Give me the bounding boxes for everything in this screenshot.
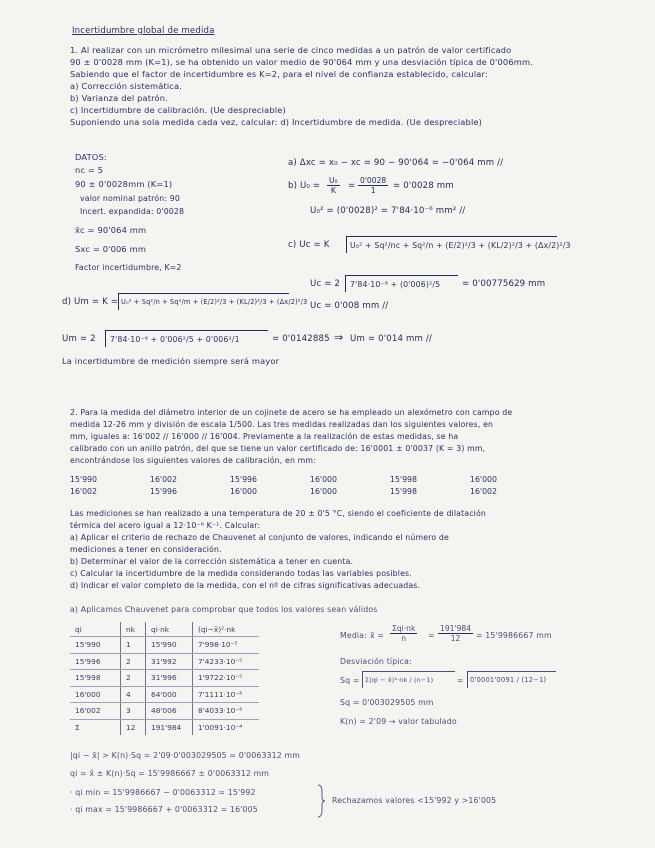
problem2-line-11: c) Calcular la incertidumbre de la medida considerando todas las variables posibles. <box>70 569 412 578</box>
problem2-line-10: b) Determinar el valor de la corrección sistemática a tener en cuenta. <box>70 557 354 566</box>
page-heading: Incertidumbre global de medida <box>72 26 215 36</box>
datos-nc: nc = 5 <box>75 165 104 175</box>
media-label: Media: <box>340 631 367 640</box>
k-value: K(n) = 2'09 → valor tabulado <box>340 717 457 726</box>
answer-c-lhs: c) Uc = K <box>288 240 330 250</box>
table-cell: 7'998·10⁻⁵ <box>193 637 260 654</box>
media-result: = 15'9986667 mm <box>476 631 552 640</box>
problem1-line-7: Suponiendo una sola medida cada vez, calcular: d) Incertidumbre de medida. (Ue despreciable) <box>70 117 483 127</box>
table-cell: Σ <box>70 719 121 735</box>
problem2-line-7: térmica del acero igual a 12·10⁻⁶ K⁻¹. Calcular: <box>70 521 261 530</box>
answer-b-lhs: b) U₀ = <box>288 181 321 191</box>
table-cell: 16'002 <box>70 703 121 720</box>
answer-c2-lhs: Uc = 2 <box>310 279 341 289</box>
calibration-value: 16'000 <box>470 474 497 484</box>
table-cell: 31'992 <box>146 653 193 670</box>
calibration-value: 16'000 <box>310 474 337 484</box>
table-header: nk <box>121 622 146 637</box>
problem2-line-6: Las mediciones se han realizado a una temperatura de 20 ± 0'5 °C, siendo el coeficiente de dilatación <box>70 509 486 518</box>
calibration-value: 15'996 <box>230 474 257 484</box>
calibration-row <box>70 473 550 485</box>
table-cell: 2 <box>121 653 146 670</box>
calibration-values-table <box>70 473 550 497</box>
desviacion-root-1: Σ(qi − x̄)²·nk / (n−1) <box>365 676 434 684</box>
problem1-line-5: b) Varianza del patrón. <box>70 93 168 103</box>
table-cell: 4 <box>121 686 146 703</box>
table-row <box>70 670 259 687</box>
datos-valor-nominal: valor nominal patrón: 90 <box>80 194 181 203</box>
problem2-line-1: 2. Para la medida del diámetro interior de un cojinete de acero se ha empleado un alexómetro con campo de <box>70 408 513 417</box>
problem2-line-2: medida 12-26 mm y división de escala 1/500. Las tres medidas realizadas dan los siguientes valores, en <box>70 420 494 429</box>
table-cell: 15'990 <box>146 637 193 654</box>
calibration-value: 15'998 <box>390 474 417 484</box>
table-total-row <box>70 719 259 735</box>
table-cell: 1 <box>121 637 146 654</box>
desviacion-root-2: 0'0001'0091 / (12−1) <box>470 676 547 684</box>
table-cell: 15'998 <box>70 670 121 687</box>
media-fraction: Σqi·nk n <box>392 624 416 643</box>
table-cell: 2 <box>121 670 146 687</box>
desviacion-eq: = <box>457 676 464 685</box>
problem2-line-3: mm, iguales a: 16'002 // 16'000 // 16'004. Previamente a la realización de estas medidas, se ha <box>70 432 459 441</box>
problem2-line-4: calibrado con un anillo patrón, del que se tiene un valor certificado de: 16'0001 ± 0'0037 (K = 3) mm, <box>70 444 486 453</box>
answer-d2-final: Um = 0'014 mm // <box>350 334 432 344</box>
answer-a: a) Δxc = x₀ − xc = 90 − 90'064 = −0'064 mm // <box>288 158 504 168</box>
answer-c-root: U₀² + Sq²/nc + Sq²/n + (E/2)²/3 + (KL/2)²/3 + (Δx/2)²/3 <box>350 241 571 250</box>
table-cell: 15'996 <box>70 653 121 670</box>
limit-line-2: qi = x̄ ± K(n)·Sq = 15'9986667 ± 0'0063312 mm <box>70 769 270 778</box>
answer-b-fraction-2: $\frac{0'0028}{1}$ <box>360 176 387 195</box>
implies-arrow-icon: ⇒ <box>334 331 344 344</box>
brace-icon <box>316 784 326 818</box>
table-cell: 7'4233·10⁻⁵ <box>193 653 260 670</box>
table-header: qi·nk <box>146 622 193 637</box>
problem1-line-1: 1. Al realizar con un micrómetro milesimal una serie de cinco medidas a un patrón de valor certificado <box>70 45 512 55</box>
chauvenet-table <box>70 622 259 735</box>
table-row <box>70 653 259 670</box>
calibration-value: 15'996 <box>150 486 177 496</box>
problem2-line-9: mediciones a tener en consideración. <box>70 545 222 554</box>
table-cell: 15'990 <box>70 637 121 654</box>
table-cell: 8'4033·10⁻⁶ <box>193 703 260 720</box>
answer-c2-result: = 0'00775629 mm <box>462 279 546 289</box>
datos-factor: Factor incertidumbre, K=2 <box>75 263 182 272</box>
calibration-row <box>70 485 550 497</box>
table-cell: 3 <box>121 703 146 720</box>
datos-desviacion: Sxc = 0'006 mm <box>75 244 147 254</box>
problem2-line-12: d) Indicar el valor completo de la medida, con el nº de cifras significativas adecuadas. <box>70 581 421 590</box>
table-cell: 7'1111·10⁻⁸ <box>193 686 260 703</box>
problem2-line-8: a) Aplicar el criterio de rechazo de Chauvenet al conjunto de valores, indicando el número de <box>70 533 449 542</box>
desviacion-lhs: Sq = <box>340 676 360 685</box>
table-cell: 31'996 <box>146 670 193 687</box>
problem1-line-2: 90 ± 0'0028 mm (K=1), se ha obtenido un valor medio de 90'064 mm y una desviación típica de 0'006mm. <box>70 57 534 67</box>
media-lhs: x̄ = <box>370 631 385 640</box>
calibration-value: 16'000 <box>230 486 257 496</box>
desviacion-result: Sq = 0'003029505 mm <box>340 698 434 707</box>
answer-c2-root: 7'84·10⁻⁶ + (0'006)²/5 <box>350 280 441 289</box>
solution-a-intro: a) Aplicamos Chauvenet para comprobar que todos los valores sean válidos <box>70 605 378 614</box>
table-row <box>70 686 259 703</box>
table-row <box>70 637 259 654</box>
answer-d2-root: 7'84·10⁻⁶ + 0'006²/5 + 0'006²/1 <box>110 335 240 344</box>
datos-incert-expandida: Incert. expandida: 0'0028 <box>80 207 185 216</box>
answer-conclusion: La incertidumbre de medición siempre será mayor <box>62 356 280 366</box>
answer-d2-result: = 0'0142885 <box>272 334 330 344</box>
table-cell: 191'984 <box>146 719 193 735</box>
q-max: · qi max = 15'9986667 + 0'0063312 = 16'005 <box>70 805 258 814</box>
datos-media: x̄c = 90'064 mm <box>75 225 147 235</box>
calibration-value: 16'002 <box>70 486 97 496</box>
table-cell: 64'000 <box>146 686 193 703</box>
table-cell: 1'0091·10⁻⁴ <box>198 722 243 732</box>
desviacion-label: Desviación típica: <box>340 657 412 666</box>
datos-title: DATOS: <box>75 152 107 162</box>
reject-values: Rechazamos valores <15'992 y >16'005 <box>332 796 497 805</box>
calibration-value: 16'000 <box>310 486 337 496</box>
q-min: · qi min = 15'9986667 − 0'0063312 = 15'992 <box>70 788 256 797</box>
table-cell: 12 <box>121 719 146 735</box>
answer-d-lhs: d) Um = K = <box>62 297 119 307</box>
calibration-value: 16'002 <box>150 474 177 484</box>
table-header: qi <box>70 622 121 637</box>
limit-line-1: |qi − x̄| > K(n)·Sq = 2'09·0'003029505 = 0'0063312 mm <box>70 751 301 760</box>
problem2-line-5: encontrándose los siguientes valores de calibración, en mm: <box>70 456 316 465</box>
problem1-line-3: Sabiendo que el factor de incertidumbre es K=2, para el nivel de confianza establecido, calcular: <box>70 69 488 79</box>
answer-b-result: = 0'0028 mm <box>393 181 454 191</box>
answer-b-fraction: $\frac{\text{U₀}}{K}$ <box>329 176 338 195</box>
calibration-value: 16'002 <box>470 486 497 496</box>
answer-b-squared: U₀² = (0'0028)² = 7'84·10⁻⁶ mm² // <box>310 206 466 216</box>
table-row <box>70 703 259 720</box>
answer-d2-lhs: Um = 2 <box>62 334 96 344</box>
table-cell: 1'9722·10⁻⁵ <box>193 670 260 687</box>
problem1-line-6: c) Incertidumbre de calibración. (Ue despreciable) <box>70 105 286 115</box>
answer-d-root: U₀² + Sq²/n + Sq²/m + (E/2)²/3 + (KL/2)²/3 + (Δx/2)²/3 <box>121 298 308 306</box>
calibration-value: 15'998 <box>390 486 417 496</box>
calibration-value: 15'990 <box>70 474 97 484</box>
table-cell: 48'006 <box>146 703 193 720</box>
answer-c3: Uc = 0'008 mm // <box>310 301 389 311</box>
media-fraction-2: $\frac{191'984}{12}$ <box>440 624 472 643</box>
datos-patron: 90 ± 0'0028mm (K=1) <box>75 179 173 189</box>
table-header-row <box>70 622 259 637</box>
media-eq: = <box>428 631 435 640</box>
table-cell: 16'000 <box>70 686 121 703</box>
answer-b-eq: = <box>348 181 356 191</box>
table-header: (qi−x̄)²·nk <box>193 622 260 637</box>
problem1-line-4: a) Corrección sistemática. <box>70 81 183 91</box>
